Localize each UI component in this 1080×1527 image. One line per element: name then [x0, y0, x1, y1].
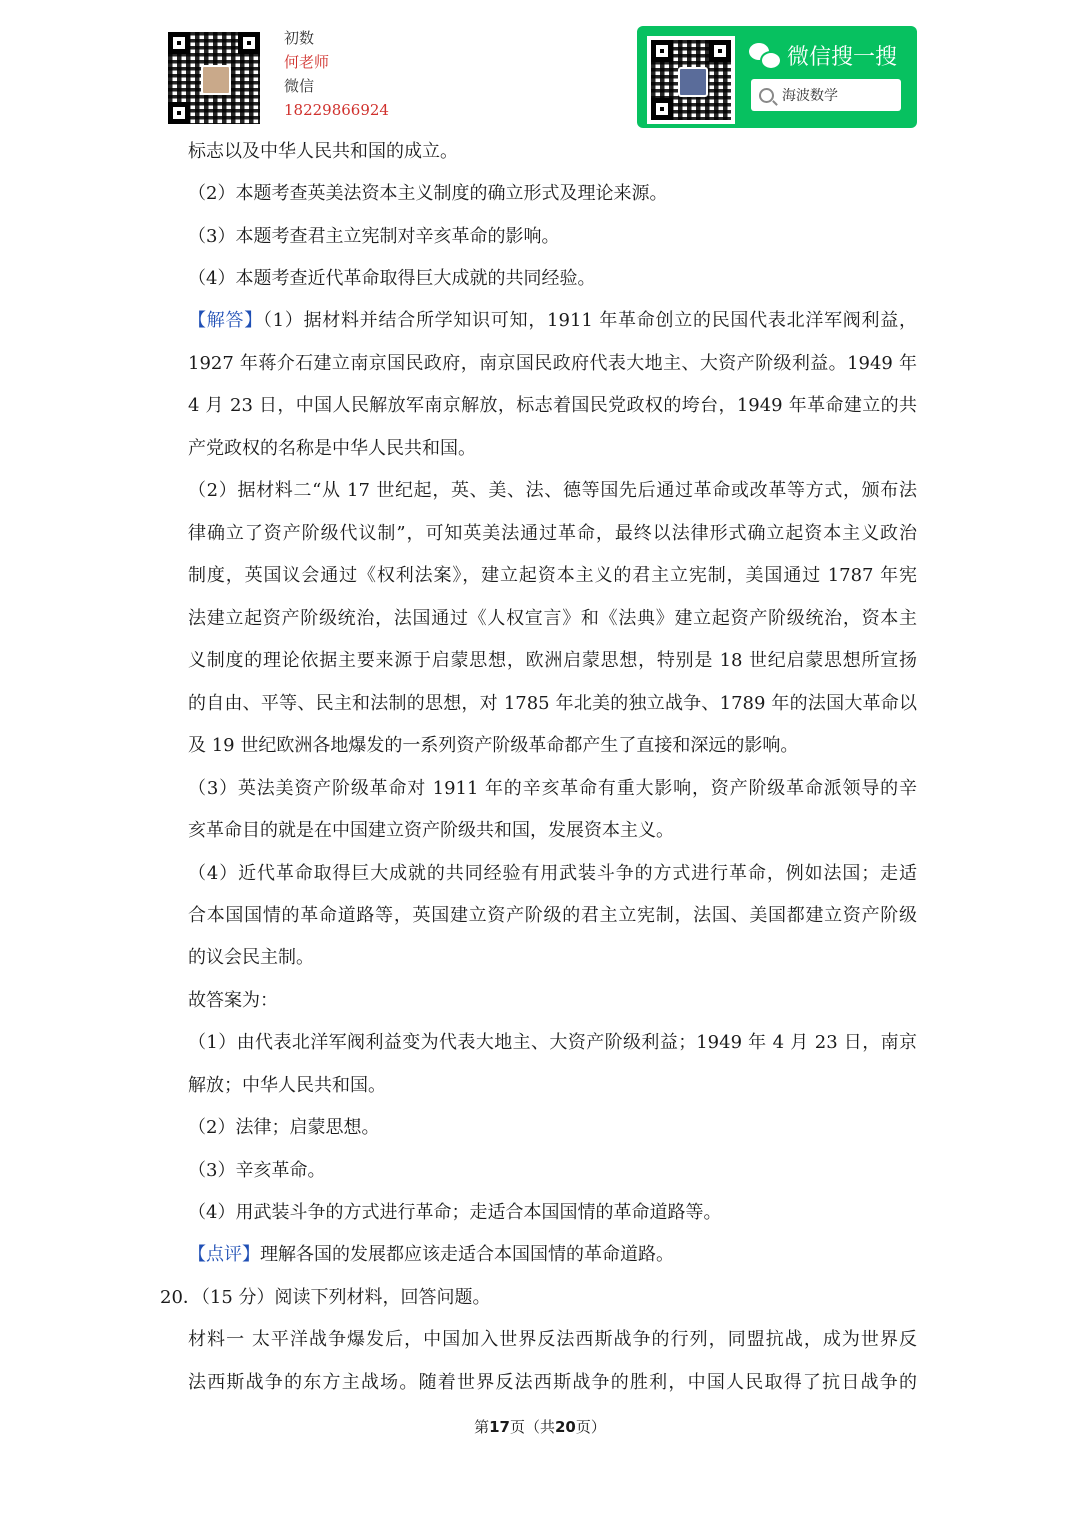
text-line: 的自由、平等、民主和法制的思想，对 1785 年北美的独立战争、1789 年的法国大革命以 [188, 693, 917, 714]
wechat-icon [749, 43, 779, 69]
page-number: 17 [489, 1418, 510, 1436]
text-line: 解放；中华人民共和国。 [188, 1075, 386, 1096]
question-heading: 20．（15 分）阅读下列材料，回答问题。 [160, 1287, 491, 1308]
comment-tag: 【点评】 [188, 1244, 260, 1265]
answer-line [188, 309, 917, 333]
avatar [201, 65, 231, 95]
text-line: 材料一 太平洋战争爆发后，中国加入世界反法西斯战争的行列，同盟抗战，成为世界反 [188, 1329, 917, 1350]
text-line: 法西斯战争的东方主战场。随着世界反法西斯战争的胜利，中国人民取得了抗日战争的 [188, 1372, 917, 1393]
text-line: （4）本题考查近代革命取得巨大成就的共同经验。 [188, 268, 596, 289]
contact-line: 微信 [284, 77, 315, 95]
page-total: 20 [555, 1418, 576, 1436]
text-line: （3）辛亥革命。 [188, 1160, 326, 1181]
text-line: 律确立了资产阶级代议制”，可知英美法通过革命，最终以法律形式确立起资本主义政治 [188, 523, 917, 544]
comment-line [188, 1243, 674, 1267]
text-line: 及 19 世纪欧洲各地爆发的一系列资产阶级革命都产生了直接和深远的影响。 [188, 735, 799, 756]
text-line: （1）据材料并结合所学知识可知，1911 年革命创立的民国代表北洋军阀利益， [262, 310, 917, 331]
page-footer [0, 1416, 1080, 1437]
wechat-search-card[interactable] [637, 26, 917, 128]
text-line: （3）英法美资产阶级革命对 1911 年的辛亥革命有重大影响，资产阶级革命派领导的辛 [188, 778, 917, 799]
search-box[interactable] [751, 79, 901, 111]
text-line: （4）近代革命取得巨大成就的共同经验有用武装斗争的方式进行革命，例如法国；走适 [188, 863, 917, 884]
wechat-title [749, 40, 897, 71]
text-line: 的议会民主制。 [188, 947, 314, 968]
text-line: （2）据材料二“从 17 世纪起，英、美、法、德等国先后通过革命或改革等方式，颁布法 [188, 480, 917, 501]
answer-tag: 【解答】 [188, 310, 263, 331]
text-line: 1927 年蒋介石建立南京国民政府，南京国民政府代表大地主、大资产阶级利益。1949 年 [188, 353, 917, 374]
footer-text: 页） [575, 1418, 606, 1436]
text-line: 理解各国的发展都应该走适合本国国情的革命道路。 [260, 1244, 674, 1265]
text-line: （2）法律；启蒙思想。 [188, 1117, 380, 1138]
qr-code [647, 36, 735, 124]
text-line: 亥革命目的就是在中国建立资产阶级共和国，发展资本主义。 [188, 820, 674, 841]
text-line: （1）由代表北洋军阀利益变为代表大地主、大资产阶级利益；1949 年 4 月 23 日，南京 [188, 1032, 917, 1053]
contact-name: 何老师 [284, 53, 330, 71]
text-line: 故答案为： [188, 990, 278, 1011]
contact-info [284, 26, 389, 122]
qr-code [168, 32, 260, 124]
text-line: 产党政权的名称是中华人民共和国。 [188, 438, 476, 459]
footer-text: 页（共 [509, 1418, 555, 1436]
contact-line: 初数 [284, 29, 315, 47]
text-line: 标志以及中华人民共和国的成立。 [188, 141, 458, 162]
wechat-title-text: 微信搜一搜 [787, 45, 898, 70]
text-line: 制度，英国议会通过《权利法案》，建立起资本主义的君主立宪制，美国通过 1787 年宪 [188, 565, 917, 586]
text-line: 4 月 23 日，中国人民解放军南京解放，标志着国民党政权的垮台，1949 年革命建立的共 [188, 395, 917, 416]
text-line: 法建立起资产阶级统治，法国通过《人权宣言》和《法典》建立起资产阶级统治，资本主 [188, 608, 917, 629]
text-line: （2）本题考查英美法资本主义制度的确立形式及理论来源。 [188, 183, 668, 204]
search-text: 海波数学 [782, 88, 838, 104]
text-line: 义制度的理论依据主要来源于启蒙思想，欧洲启蒙思想，特别是 18 世纪启蒙思想所宣扬 [188, 650, 917, 671]
contact-phone: 18229866924 [284, 101, 389, 119]
avatar [678, 67, 708, 97]
search-icon [759, 88, 774, 103]
text-line: （4）用武装斗争的方式进行革命；走适合本国国情的革命道路等。 [188, 1202, 722, 1223]
text-line: （3）本题考查君主立宪制对辛亥革命的影响。 [188, 226, 560, 247]
text-line: 合本国国情的革命道路等，英国建立资产阶级的君主立宪制，法国、美国都建立资产阶级 [188, 905, 917, 926]
footer-text: 第 [474, 1418, 490, 1436]
